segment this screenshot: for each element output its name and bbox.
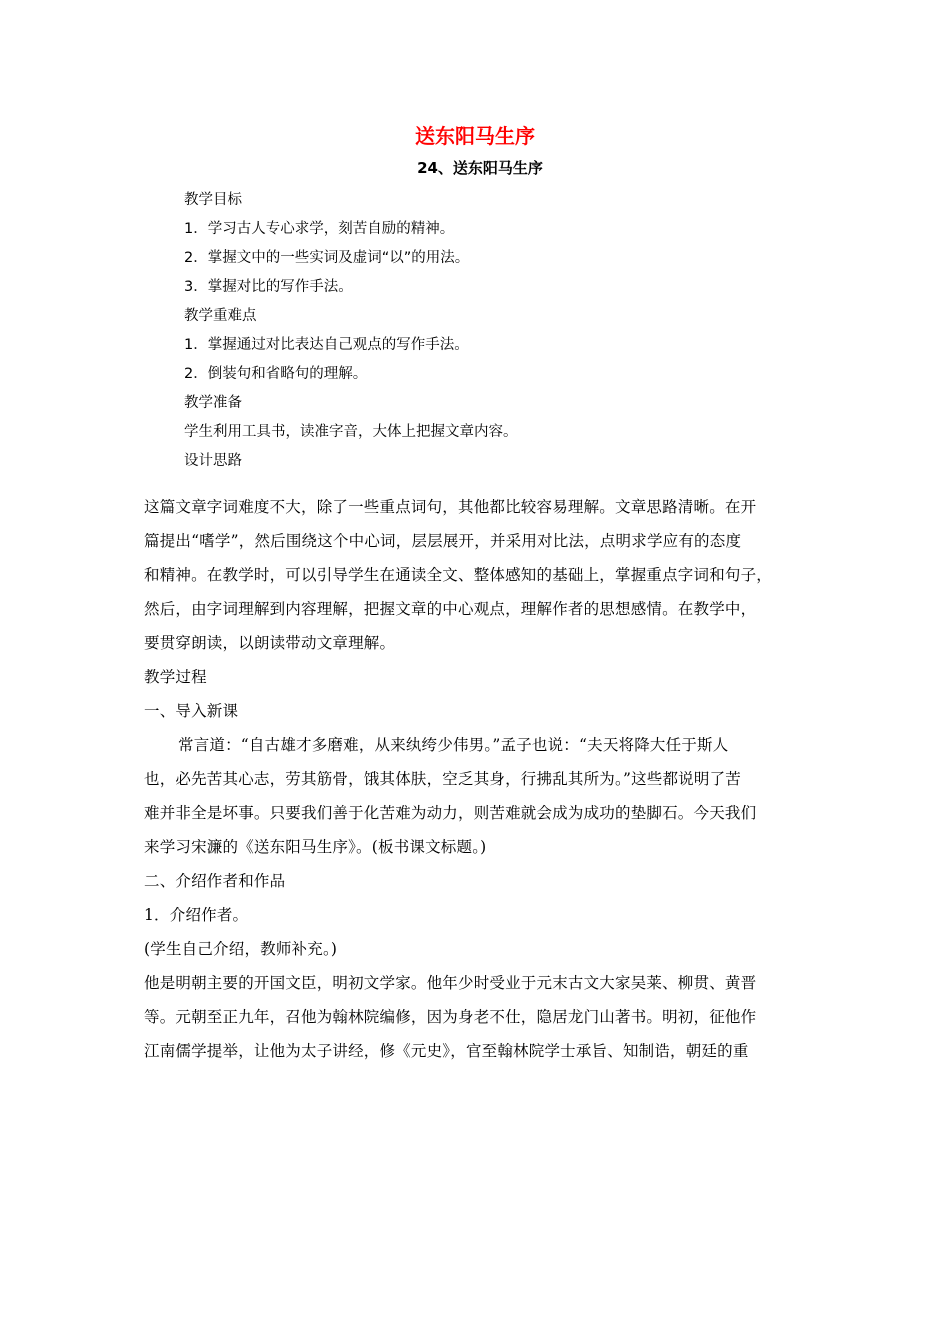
- goal-item: 1．学习古人专心求学，刻苦自励的精神。: [184, 221, 455, 237]
- sub-item-introduce-author: 1．介绍作者。: [144, 906, 249, 924]
- paragraph-line: 常言道：“自古雄才多磨难，从来纨绔少伟男。”孟子也说：“夫天将降大任于斯人: [178, 736, 729, 754]
- paragraph-line: 来学习宋濂的《送东阳马生序》。(板书课文标题。): [144, 838, 487, 856]
- heading-design-ideas: 设计思路: [184, 453, 242, 469]
- lesson-overview: [184, 186, 804, 476]
- goal-item: 3．掌握对比的写作手法。: [184, 279, 353, 295]
- paragraph-line: 他是明朝主要的开国文臣，明初文学家。他年少时受业于元末古文大家吴莱、柳贯、黄晋: [144, 974, 757, 992]
- paragraph-line: 这篇文章字词难度不大，除了一些重点词句，其他都比较容易理解。文章思路清晰。在开: [144, 498, 757, 516]
- paragraph-line: 江南儒学提举，让他为太子讲经，修《元史》，官至翰林院学士承旨、知制诰，朝廷的重: [144, 1042, 749, 1060]
- note-text: (学生自己介绍，教师补充。): [144, 940, 338, 958]
- paragraph-line: 然后，由字词理解到内容理解，把握文章的中心观点，理解作者的思想感情。在教学中，: [144, 600, 757, 618]
- preparation-text: 学生利用工具书，读准字音，大体上把握文章内容。: [184, 424, 518, 440]
- goal-item: 2．掌握文中的一些实词及虚词“以”的用法。: [184, 250, 470, 266]
- paragraph-line: 等。元朝至正九年，召他为翰林院编修，因为身老不仕，隐居龙门山著书。明初，征他作: [144, 1008, 757, 1026]
- heading-preparation: 教学准备: [184, 395, 242, 411]
- paragraph-line: 和精神。在教学时，可以引导学生在通读全文、整体感知的基础上，掌握重点字词和句子，: [144, 566, 773, 584]
- heading-teaching-goals: 教学目标: [184, 192, 242, 208]
- paragraph-line: 篇提出“嗜学”，然后围绕这个中心词，层层展开，并采用对比法，点明求学应有的态度: [144, 532, 742, 550]
- heading-teaching-process: 教学过程: [144, 668, 207, 686]
- document-body: [144, 490, 806, 1068]
- heading-section-one: 一、导入新课: [144, 702, 239, 720]
- paragraph-line: 要贯穿朗读，以朗读带动文章理解。: [144, 634, 396, 652]
- paragraph-line: 也，必先苦其心志，劳其筋骨，饿其体肤，空乏其身，行拂乱其所为。”这些都说明了苦: [144, 770, 741, 788]
- heading-section-two: 二、介绍作者和作品: [144, 872, 286, 890]
- paragraph-line: 难并非全是坏事。只要我们善于化苦难为动力，则苦难就会成为成功的垫脚石。今天我们: [144, 804, 757, 822]
- document-title: 送东阳马生序: [415, 124, 535, 148]
- key-point-item: 1．掌握通过对比表达自己观点的写作手法。: [184, 337, 469, 353]
- document-subtitle: 24、送东阳马生序: [417, 159, 543, 177]
- heading-key-points: 教学重难点: [184, 308, 257, 324]
- key-point-item: 2．倒装句和省略句的理解。: [184, 366, 368, 382]
